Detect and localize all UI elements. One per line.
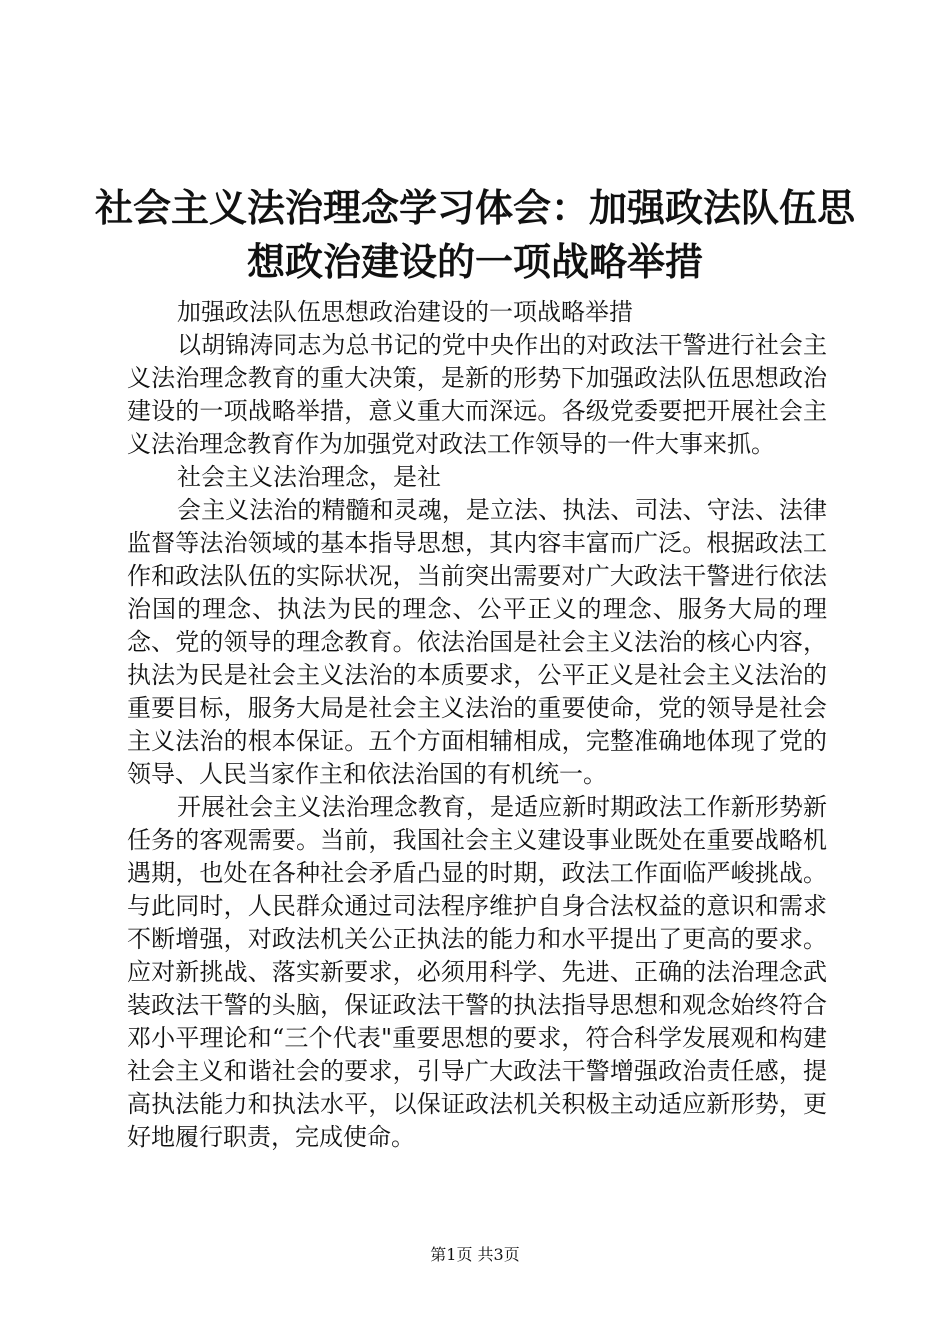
paragraph-1: 以胡锦涛同志为总书记的党中央作出的对政法干警进行社会主义法治理念教育的重大决策，是新的形势下加强政法队伍思想政治建设的一项战略举措，意义重大而深远。各级党委要把开展社会主义法治理念教育作为加强党对政法工作领导的一件大事来抓。 bbox=[127, 331, 827, 458]
paragraph-4: 开展社会主义法治理念教育，是适应新时期政法工作新形势新任务的客观需要。当前，我国社会主义建设事业既处在重要战略机遇期，也处在各种社会矛盾凸显的时期，政法工作面临严峻挑战。与此同时，人民群众通过司法程序维护自身合法权益的意识和需求不断增强，对政法机关公正执法的能力和水平提出了更高的要求。应对新挑战、落实新要求，必须用科学、先进、正确的法治理念武装政法干警的头脑，保证政法干警的执法指导思想和观念始终符合邓小平理论和“三个代表"重要思想的要求，符合科学发展观和构建社会主义和谐社会的要求，引导广大政法干警增强政治责任感，提高执法能力和执法水平，以保证政法机关积极主动适应新形势，更好地履行职责，完成使命。 bbox=[127, 793, 827, 1151]
document-title-line-2: 想政治建设的一项战略举措 bbox=[246, 239, 703, 284]
document-title-line-1: 社会主义法治理念学习体会：加强政法队伍思 bbox=[94, 185, 855, 230]
paragraph-subtitle: 加强政法队伍思想政治建设的一项战略举措 bbox=[177, 298, 633, 326]
paragraph-3: 会主义法治的精髓和灵魂，是立法、执法、司法、守法、法律监督等法治领域的基本指导思想，其内容丰富而广泛。根据政法工作和政法队伍的实际状况，当前突出需要对广大政法干警进行依法治国的理念、执法为民的理念、公平正义的理念、服务大局的理念、党的领导的理念教育。依法治国是社会主义法治的核心内容，执法为民是社会主义法治的本质要求，公平正义是社会主义法治的重要目标，服务大局是社会主义法治的重要使命，党的领导是社会主义法治的根本保证。五个方面相辅相成，完整准确地体现了党的领导、人民当家作主和依法治国的有机统一。 bbox=[127, 496, 827, 788]
document-body bbox=[127, 296, 827, 1154]
page-number-footer: 第1页 共3页 bbox=[430, 1245, 520, 1264]
paragraph-2: 社会主义法治理念，是社 bbox=[177, 463, 441, 491]
